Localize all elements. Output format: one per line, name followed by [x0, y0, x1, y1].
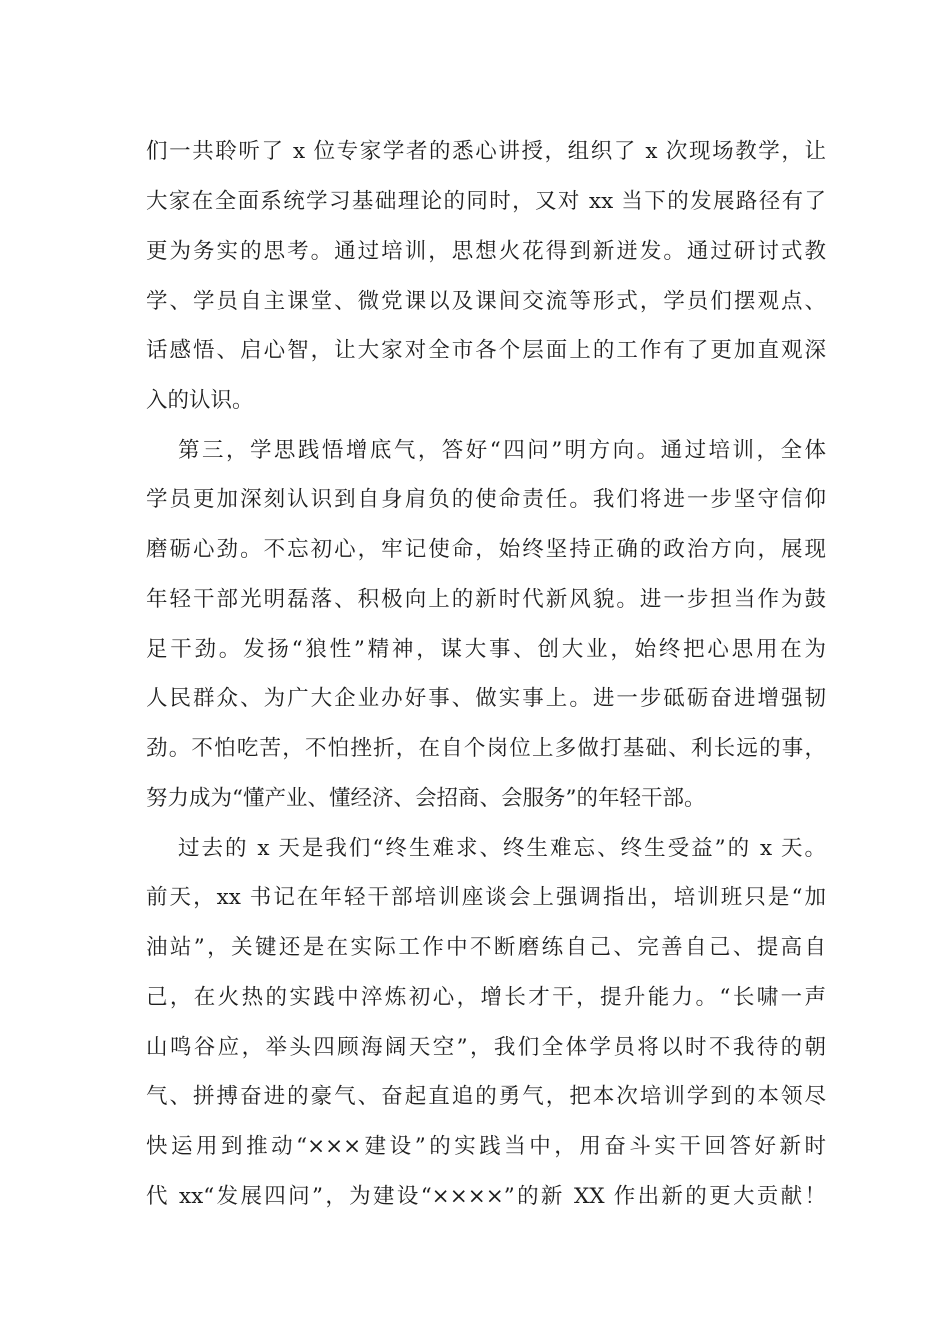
text-line: 年轻干部光明磊落、积极向上的新时代新风貌。进一步担当作为鼓 [146, 587, 826, 612]
text-line: 学、学员自主课堂、微党课以及课间交流等形式，学员们摆观点、 [146, 289, 826, 314]
text-line: 代 xx“发展四问”，为建设“××××”的新 XX 作出新的更大贡献！ [146, 1184, 826, 1209]
paragraph-start-line: 过去的 x 天是我们“终生难求、终生难忘、终生受益”的 x 天。 [178, 836, 826, 861]
text-line: 前天，xx 书记在年轻干部培训座谈会上强调指出，培训班只是“加 [146, 885, 826, 910]
text-line: 努力成为“懂产业、懂经济、会招商、会服务”的年轻干部。 [146, 786, 706, 811]
text-line: 劲。不怕吃苦，不怕挫折，在自个岗位上多做打基础、利长远的事， [146, 736, 826, 761]
text-line: 话感悟、启心智，让大家对全市各个层面上的工作有了更加直观深 [146, 338, 826, 363]
text-line: 学员更加深刻认识到自身肩负的使命责任。我们将进一步坚守信仰 [146, 487, 826, 512]
text-line: 气、拼搏奋进的豪气、奋起直追的勇气，把本次培训学到的本领尽 [146, 1084, 826, 1109]
text-line: 们一共聆听了 x 位专家学者的悉心讲授，组织了 x 次现场教学，让 [146, 139, 826, 164]
text-line: 足干劲。发扬“狼性”精神，谋大事、创大业，始终把心思用在为 [146, 637, 826, 662]
text-line: 人民群众、为广大企业办好事、做实事上。进一步砥砺奋进增强韧 [146, 686, 826, 711]
text-line: 己，在火热的实践中淬炼初心，增长才干，提升能力。“长啸一声 [146, 985, 826, 1010]
text-line: 更为务实的思考。通过培训，思想火花得到新迸发。通过研讨式教 [146, 239, 826, 264]
text-line: 快运用到推动“×××建设”的实践当中，用奋斗实干回答好新时 [146, 1134, 826, 1159]
text-line: 油站”，关键还是在实际工作中不断磨练自己、完善自己、提高自 [146, 935, 826, 960]
paragraph-start-line: 第三，学思践悟增底气，答好“四问”明方向。通过培训，全体 [178, 438, 826, 463]
text-line: 大家在全面系统学习基础理论的同时，又对 xx 当下的发展路径有了 [146, 189, 826, 214]
text-line: 磨砺心劲。不忘初心，牢记使命，始终坚持正确的政治方向，展现 [146, 537, 826, 562]
text-line: 入的认识。 [146, 388, 254, 413]
text-line: 山鸣谷应，举头四顾海阔天空”，我们全体学员将以时不我待的朝 [146, 1035, 826, 1060]
